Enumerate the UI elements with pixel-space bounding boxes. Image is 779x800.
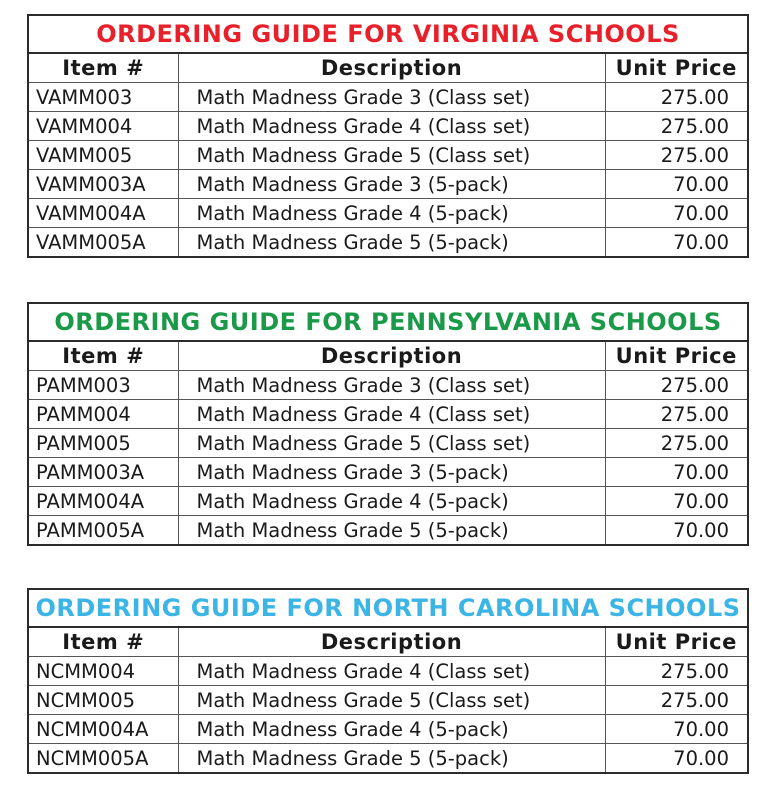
- unit-price: 275.00: [605, 371, 747, 400]
- unit-price: 70.00: [605, 170, 747, 199]
- item-number: VAMM004: [29, 112, 178, 141]
- table-row: [29, 400, 747, 429]
- item-description: Math Madness Grade 5 (5-pack): [178, 744, 605, 773]
- item-description: Math Madness Grade 5 (Class set): [178, 141, 605, 170]
- column-header-description: Description: [178, 342, 605, 371]
- item-description: Math Madness Grade 5 (Class set): [178, 429, 605, 458]
- table-row: [29, 657, 747, 686]
- guide-title: ORDERING GUIDE FOR NORTH CAROLINA SCHOOLS: [29, 590, 747, 628]
- ordering-guide-virginia: [27, 14, 749, 258]
- column-header-description: Description: [178, 54, 605, 83]
- guide-title: ORDERING GUIDE FOR PENNSYLVANIA SCHOOLS: [29, 304, 747, 342]
- item-number: VAMM003: [29, 83, 178, 112]
- ordering-guide-pennsylvania: [27, 302, 749, 546]
- item-description: Math Madness Grade 4 (5-pack): [178, 487, 605, 516]
- item-number: PAMM005A: [29, 516, 178, 545]
- unit-price: 70.00: [605, 458, 747, 487]
- item-number: NCMM004: [29, 657, 178, 686]
- item-description: Math Madness Grade 4 (5-pack): [178, 199, 605, 228]
- unit-price: 275.00: [605, 686, 747, 715]
- unit-price: 275.00: [605, 141, 747, 170]
- item-number: VAMM005: [29, 141, 178, 170]
- item-description: Math Madness Grade 4 (Class set): [178, 400, 605, 429]
- ordering-table: [29, 628, 747, 772]
- table-row: [29, 686, 747, 715]
- header-row: [29, 628, 747, 657]
- item-description: Math Madness Grade 5 (5-pack): [178, 228, 605, 257]
- table-row: [29, 458, 747, 487]
- unit-price: 70.00: [605, 715, 747, 744]
- unit-price: 70.00: [605, 199, 747, 228]
- unit-price: 275.00: [605, 657, 747, 686]
- table-row: [29, 199, 747, 228]
- unit-price: 70.00: [605, 516, 747, 545]
- column-header-item: Item #: [29, 54, 178, 83]
- item-description: Math Madness Grade 3 (Class set): [178, 83, 605, 112]
- table-row: [29, 112, 747, 141]
- column-header-price: Unit Price: [605, 342, 747, 371]
- table-row: [29, 744, 747, 773]
- table-row: [29, 487, 747, 516]
- item-number: PAMM003: [29, 371, 178, 400]
- column-header-item: Item #: [29, 342, 178, 371]
- table-row: [29, 141, 747, 170]
- item-number: VAMM004A: [29, 199, 178, 228]
- unit-price: 275.00: [605, 400, 747, 429]
- header-row: [29, 342, 747, 371]
- item-number: PAMM004A: [29, 487, 178, 516]
- unit-price: 70.00: [605, 744, 747, 773]
- column-header-description: Description: [178, 628, 605, 657]
- item-number: NCMM005: [29, 686, 178, 715]
- table-row: [29, 429, 747, 458]
- table-row: [29, 228, 747, 257]
- item-description: Math Madness Grade 5 (5-pack): [178, 516, 605, 545]
- column-header-price: Unit Price: [605, 628, 747, 657]
- item-number: PAMM004: [29, 400, 178, 429]
- item-number: VAMM003A: [29, 170, 178, 199]
- column-header-item: Item #: [29, 628, 178, 657]
- item-number: NCMM004A: [29, 715, 178, 744]
- item-description: Math Madness Grade 3 (5-pack): [178, 458, 605, 487]
- header-row: [29, 54, 747, 83]
- ordering-table: [29, 342, 747, 544]
- table-row: [29, 516, 747, 545]
- item-number: VAMM005A: [29, 228, 178, 257]
- ordering-table: [29, 54, 747, 256]
- table-row: [29, 83, 747, 112]
- unit-price: 70.00: [605, 487, 747, 516]
- column-header-price: Unit Price: [605, 54, 747, 83]
- ordering-guide-north-carolina: [27, 588, 749, 774]
- item-number: PAMM003A: [29, 458, 178, 487]
- item-number: PAMM005: [29, 429, 178, 458]
- guide-title: ORDERING GUIDE FOR VIRGINIA SCHOOLS: [29, 16, 747, 54]
- item-description: Math Madness Grade 4 (Class set): [178, 657, 605, 686]
- item-description: Math Madness Grade 4 (Class set): [178, 112, 605, 141]
- table-row: [29, 715, 747, 744]
- table-row: [29, 371, 747, 400]
- item-description: Math Madness Grade 3 (Class set): [178, 371, 605, 400]
- item-number: NCMM005A: [29, 744, 178, 773]
- unit-price: 275.00: [605, 112, 747, 141]
- item-description: Math Madness Grade 4 (5-pack): [178, 715, 605, 744]
- item-description: Math Madness Grade 5 (Class set): [178, 686, 605, 715]
- unit-price: 70.00: [605, 228, 747, 257]
- unit-price: 275.00: [605, 429, 747, 458]
- item-description: Math Madness Grade 3 (5-pack): [178, 170, 605, 199]
- table-row: [29, 170, 747, 199]
- unit-price: 275.00: [605, 83, 747, 112]
